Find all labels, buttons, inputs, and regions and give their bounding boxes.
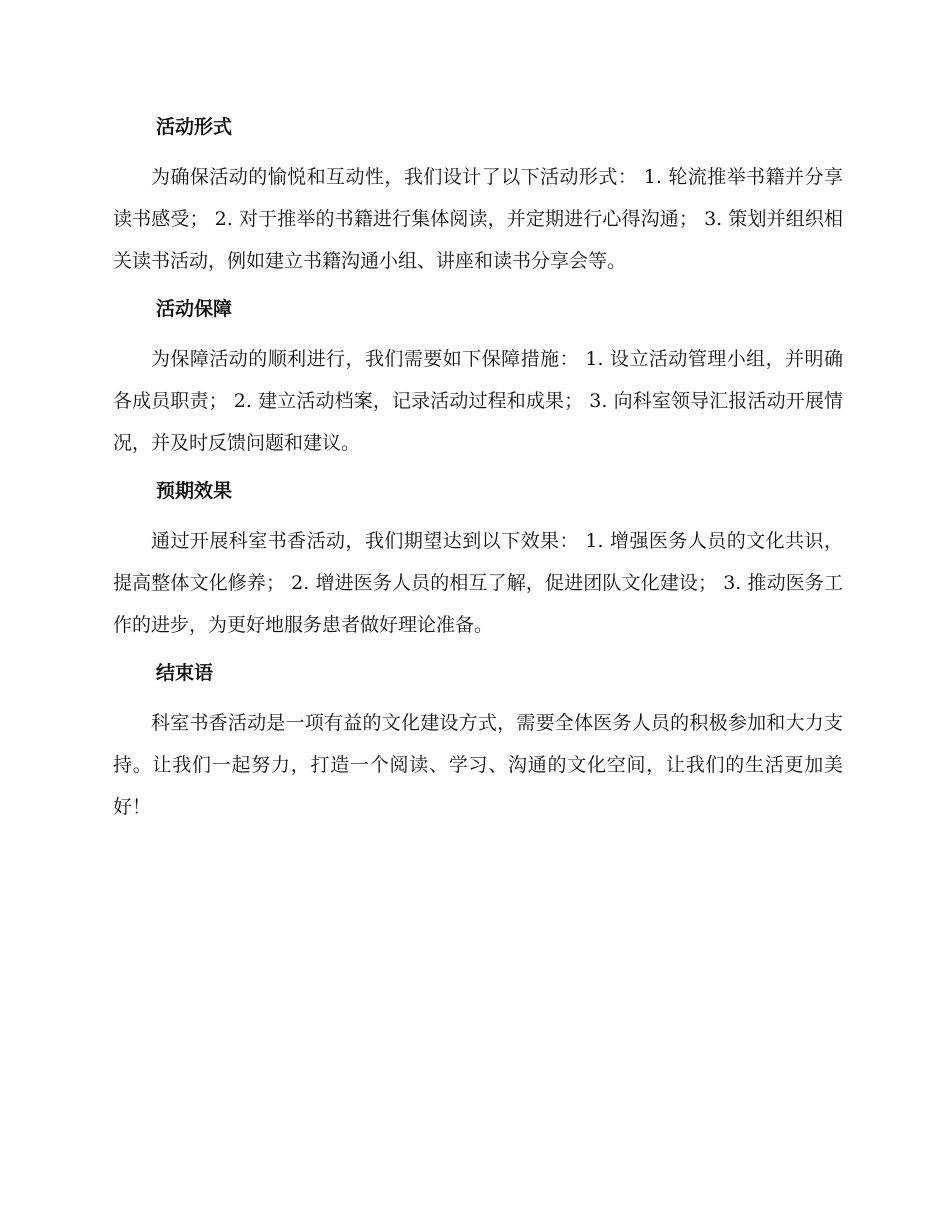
section-heading: 预期效果 bbox=[156, 480, 233, 502]
section-heading: 结束语 bbox=[156, 662, 214, 684]
section-heading: 活动保障 bbox=[156, 298, 233, 320]
section-paragraph: 为确保活动的愉悦和互动性，我们设计了以下活动形式： 1. 轮流推举书籍并分享读书感受； 2. 对于推举的书籍进行集体阅读，并定期进行心得沟通； 3. 策划并组织相关读书活动，例如建立书籍沟通小组、讲座和读书分享会等。 bbox=[113, 166, 843, 272]
section-activity-format bbox=[113, 108, 843, 282]
section-activity-guarantee bbox=[113, 290, 843, 464]
section-paragraph: 为保障活动的顺利进行，我们需要如下保障措施： 1. 设立活动管理小组，并明确各成员职责； 2. 建立活动档案，记录活动过程和成果； 3. 向科室领导汇报活动开展情况，并及时反馈问题和建议。 bbox=[113, 348, 843, 454]
section-conclusion bbox=[113, 654, 843, 828]
section-expected-effect bbox=[113, 472, 843, 646]
document-page bbox=[113, 108, 843, 836]
section-paragraph: 科室书香活动是一项有益的文化建设方式，需要全体医务人员的积极参加和大力支持。让我们一起努力，打造一个阅读、学习、沟通的文化空间，让我们的生活更加美好！ bbox=[113, 712, 843, 818]
section-paragraph: 通过开展科室书香活动，我们期望达到以下效果： 1. 增强医务人员的文化共识，提高整体文化修养； 2. 增进医务人员的相互了解，促进团队文化建设； 3. 推动医务工作的进步，为更好地服务患者做好理论准备。 bbox=[113, 530, 843, 636]
section-heading: 活动形式 bbox=[156, 116, 233, 138]
